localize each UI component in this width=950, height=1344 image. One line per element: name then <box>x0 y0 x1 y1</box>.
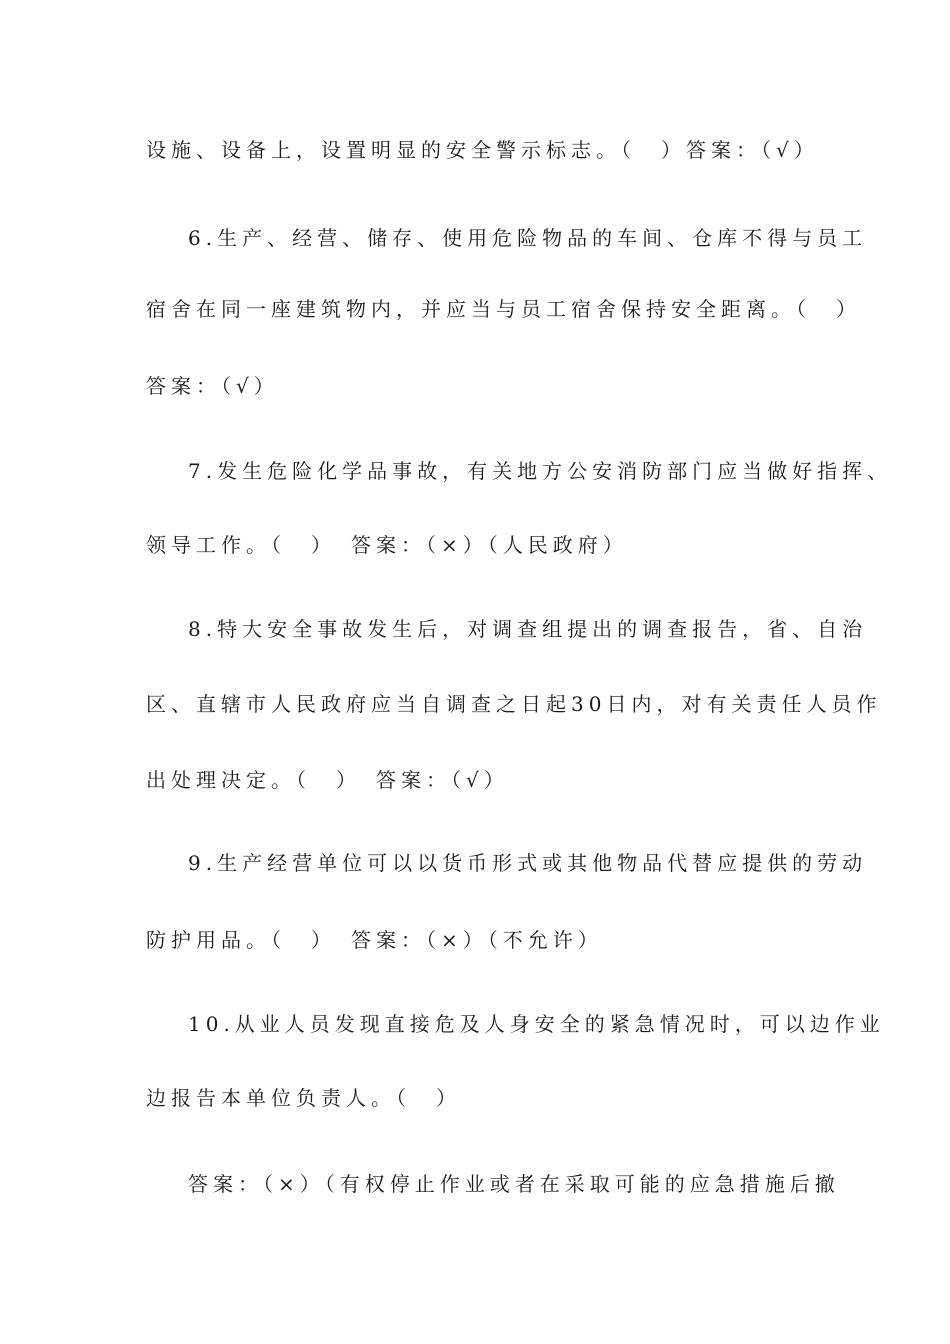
question-10-answer: 答案：（×）（有权停止作业或者在采取可能的应急措施后撤 <box>188 1172 840 1196</box>
question-9-line-1: 9.生产经营单位可以以货币形式或其他物品代替应提供的劳动 <box>188 851 868 875</box>
question-6-line-1: 6.生产、经营、储存、使用危险物品的车间、仓库不得与员工 <box>188 226 868 250</box>
text-line-1: 设施、设备上，设置明显的安全警示标志。（ ）答案：（√） <box>146 138 819 162</box>
question-10-line-2: 边报告本单位负责人。（ ） <box>146 1086 461 1110</box>
question-6-answer: 答案：（√） <box>146 374 279 398</box>
question-8-line-3: 出处理决定。（ ） 答案：（√） <box>146 768 509 792</box>
question-8-line-2: 区、直辖市人民政府应当自调查之日起30日内，对有关责任人员作 <box>146 692 882 716</box>
question-6-line-2: 宿舍在同一座建筑物内，并应当与员工宿舍保持安全距离。（ ） <box>146 297 861 321</box>
question-9-line-2: 防护用品。（ ） 答案：（×）（不允许） <box>146 928 603 952</box>
question-7-line-2: 领导工作。（ ） 答案：（×）（人民政府） <box>146 533 628 557</box>
question-8-line-1: 8.特大安全事故发生后，对调查组提出的调查报告，省、自治 <box>188 617 868 641</box>
question-10-line-1: 10.从业人员发现直接危及人身安全的紧急情况时，可以边作业 <box>188 1012 885 1036</box>
question-7-line-1: 7.发生危险化学品事故，有关地方公安消防部门应当做好指挥、 <box>188 459 893 483</box>
